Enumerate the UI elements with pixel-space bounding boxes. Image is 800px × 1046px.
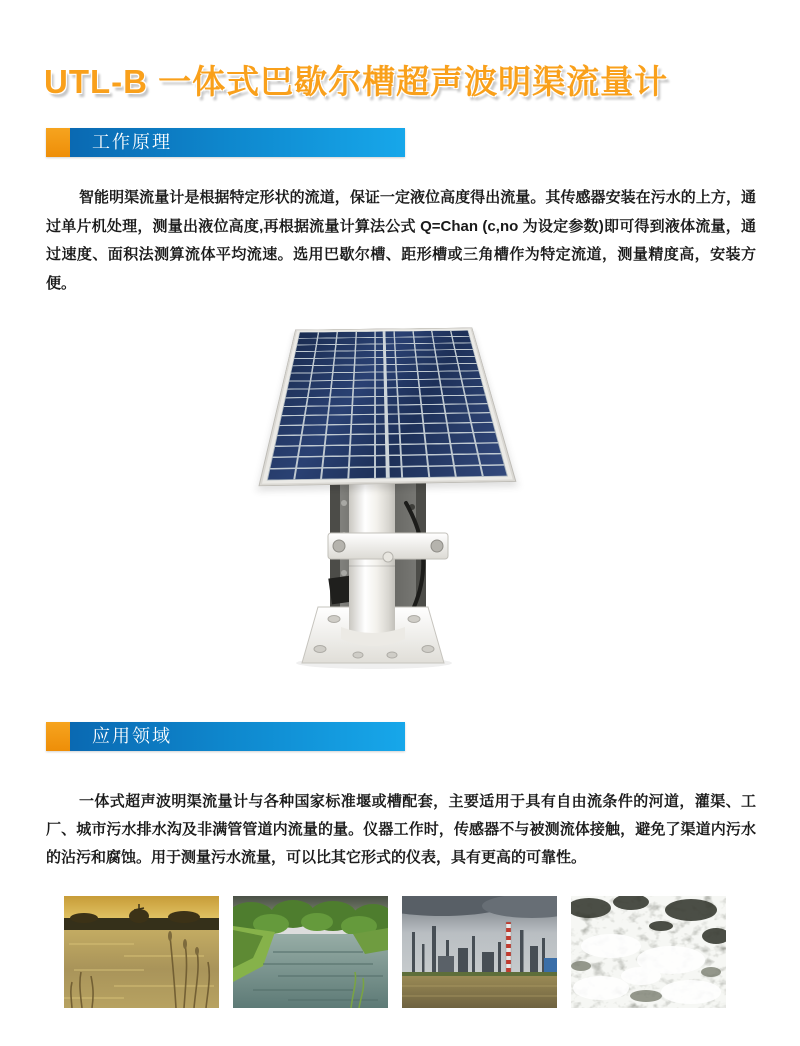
photo-industrial-plant (402, 896, 557, 1008)
blue-header-bar (70, 722, 405, 751)
photo-foaming-wastewater (571, 896, 726, 1008)
section-heading: 工作原理 (92, 132, 172, 152)
photo-green-river (233, 896, 388, 1008)
blue-header-bar (70, 128, 405, 157)
orange-accent-block (46, 722, 70, 751)
application-photo-strip (64, 896, 726, 1008)
pole-mount-graphic (238, 477, 538, 670)
product-figure (238, 292, 538, 670)
applications-paragraph: 一体式超声波明渠流量计与各种国家标准堰或槽配套，主要适用于具有自由流条件的河道，灌渠、工厂、城市污水排水沟及非满管管道内流量的量。仪器工作时，传感器不与被测流体接触，避免了渠道内污水的沾污和腐蚀。用于测量污水流量，可以比其它形式的仪表，具有更高的可靠性。 (46, 793, 756, 866)
page-title: UTL-B 一体式巴歇尔槽超声波明渠流量计 (44, 63, 669, 100)
section-heading: 应用领域 (92, 726, 172, 746)
orange-accent-block (46, 128, 70, 157)
solar-cells-grid (267, 330, 508, 480)
section-header-applications (46, 722, 405, 751)
section-header-working-principle (46, 128, 405, 157)
working-principle-paragraph: 智能明渠流量计是根据特定形状的流道，保证一定液位高度得出流量。其传感器安装在污水的上方，通过单片机处理，测量出液位高度,再根据流量计算法公式 Q=Chan (c,no 为设定参数)即可得到液体流量，通过速度、面积法测算流体平均流速。选用巴歇尔槽、距形槽或三角槽作为特定流道，测量精度高，安装方便。 (46, 189, 756, 292)
photo-sunset-riverbank (64, 896, 219, 1008)
solar-panel (258, 328, 516, 487)
